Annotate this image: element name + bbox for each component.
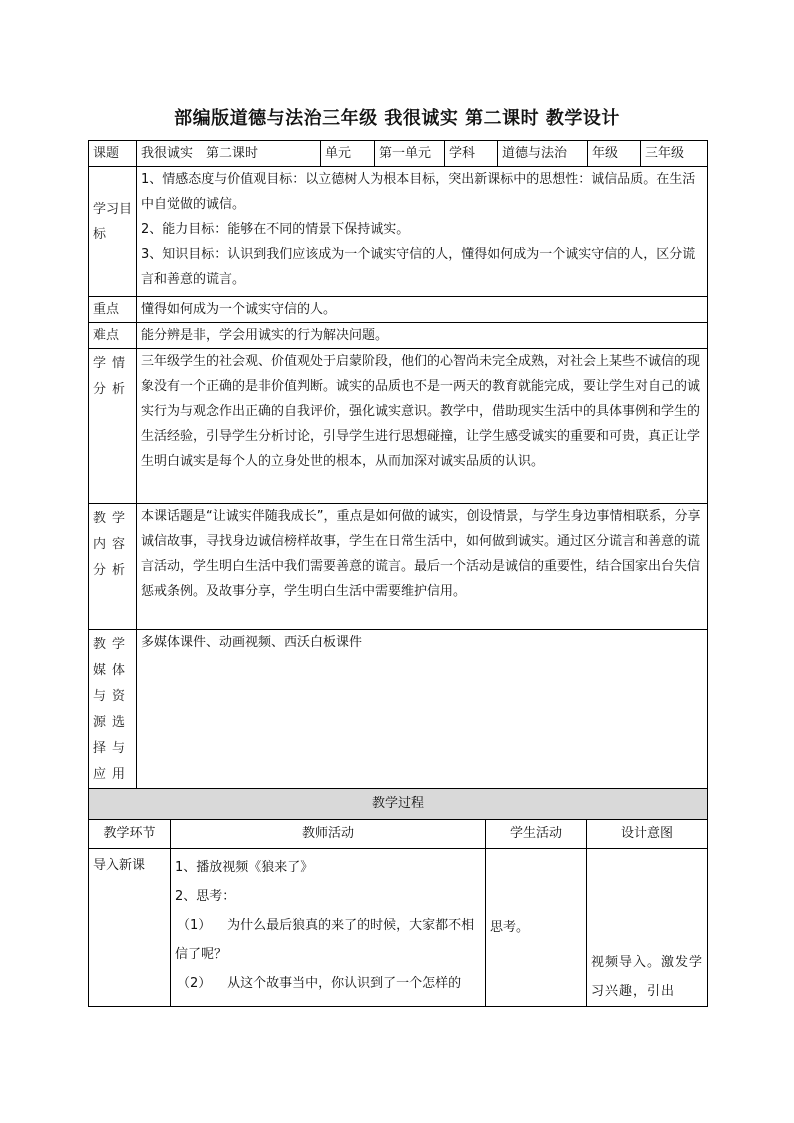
question-item [175, 969, 481, 998]
goal-item: 1、情感态度与价值观目标：以立德树人为根本目标，突出新课标中的思想性：诚信品质。在生活中自觉做的诚信。 [141, 172, 696, 212]
teacher-activity-cell [171, 849, 486, 1007]
design-intent-cell: 视频导入。激发学习兴趣，引出 [587, 849, 708, 1007]
question-item [175, 911, 481, 969]
difficulty-text: 能分辨是非，学会用诚实的行为解决问题。 [137, 323, 708, 349]
process-row [89, 849, 708, 1007]
media-label: 教学媒体与资源选择与应用 [89, 630, 137, 789]
goal-item: 2、能力目标：能够在不同的情景下保持诚实。 [141, 222, 410, 237]
content-analysis-label: 教学内容分析 [89, 504, 137, 630]
key-point-label: 重点 [89, 297, 137, 323]
goals-content [137, 167, 708, 297]
grade-value: 三年级 [641, 141, 708, 167]
question-number: （1） [177, 918, 212, 933]
grade-label: 年级 [588, 141, 641, 167]
question-text: 为什么最后狼真的来了的时候，大家都不相信了呢？ [175, 918, 475, 962]
topic-value: 我很诚实 第二课时 [137, 141, 321, 167]
unit-value: 第一单元 [375, 141, 445, 167]
header-stage: 教学环节 [89, 820, 171, 849]
process-header-row [89, 820, 708, 849]
process-section-title: 教学过程 [89, 789, 708, 820]
student-analysis-label: 学情分析 [89, 349, 137, 504]
goals-row [89, 167, 708, 297]
stage-cell: 导入新课 [89, 849, 171, 1007]
info-row [89, 141, 708, 167]
content-analysis-text: 本课话题是“让诚实伴随我成长”，重点是如何做的诚实，创设情景，与学生身边事情相联系，分享诚信故事，寻找身边诚信榜样故事，学生在日常生活中，如何做到诚实。通过区分谎言和善意的谎言活动，学生明白生活中我们需要善意的谎言。最后一个活动是诚信的重要性，结合国家出台失信惩戒条例。及故事分享，学生明白生活中需要维护信用。 [137, 504, 708, 630]
subject-value: 道德与法治 [498, 141, 588, 167]
header-intent: 设计意图 [587, 820, 708, 849]
student-analysis-row [89, 349, 708, 504]
question-text: 从这个故事当中，你认识到了一个怎样的 [227, 976, 462, 991]
teacher-step: 2、思考： [175, 889, 236, 904]
media-text: 多媒体课件、动画视频、西沃白板课件 [137, 630, 708, 789]
lesson-plan-table-container [88, 140, 707, 1007]
subject-label: 学科 [445, 141, 498, 167]
goal-item: 3、知识目标：认识到我们应该成为一个诚实守信的人，懂得如何成为一个诚实守信的人，区分谎言和善意的谎言。 [141, 247, 696, 287]
key-point-row [89, 297, 708, 323]
document-title: 部编版道德与法治三年级 我很诚实 第二课时 教学设计 [174, 108, 620, 129]
header-teacher: 教师活动 [171, 820, 486, 849]
student-activity-cell: 思考。 [486, 849, 587, 1007]
question-number: （2） [177, 976, 212, 991]
process-table [88, 788, 708, 1007]
student-analysis-text: 三年级学生的社会观、价值观处于启蒙阶段，他们的心智尚未完全成熟，对社会上某些不诚信的现象没有一个正确的是非价值判断。诚实的品质也不是一两天的教育就能完成，要让学生对自己的诚实行为与观念作出正确的自我评价，强化诚实意识。教学中，借助现实生活中的具体事例和学生的生活经验，引导学生分析讨论，引导学生进行思想碰撞，让学生感受诚实的重要和可贵，真正让学生明白诚实是每个人的立身处世的根本，从而加深对诚实品质的认识。 [137, 349, 708, 504]
media-row [89, 630, 708, 789]
key-point-text: 懂得如何成为一个诚实守信的人。 [137, 297, 708, 323]
difficulty-row [89, 323, 708, 349]
unit-label: 单元 [321, 141, 375, 167]
topic-label: 课题 [89, 141, 137, 167]
header-student: 学生活动 [486, 820, 587, 849]
teacher-step: 1、播放视频《狼来了》 [175, 860, 314, 875]
difficulty-label: 难点 [89, 323, 137, 349]
lesson-plan-table [88, 140, 708, 789]
goals-label: 学习目标 [89, 167, 137, 297]
content-analysis-row [89, 504, 708, 630]
